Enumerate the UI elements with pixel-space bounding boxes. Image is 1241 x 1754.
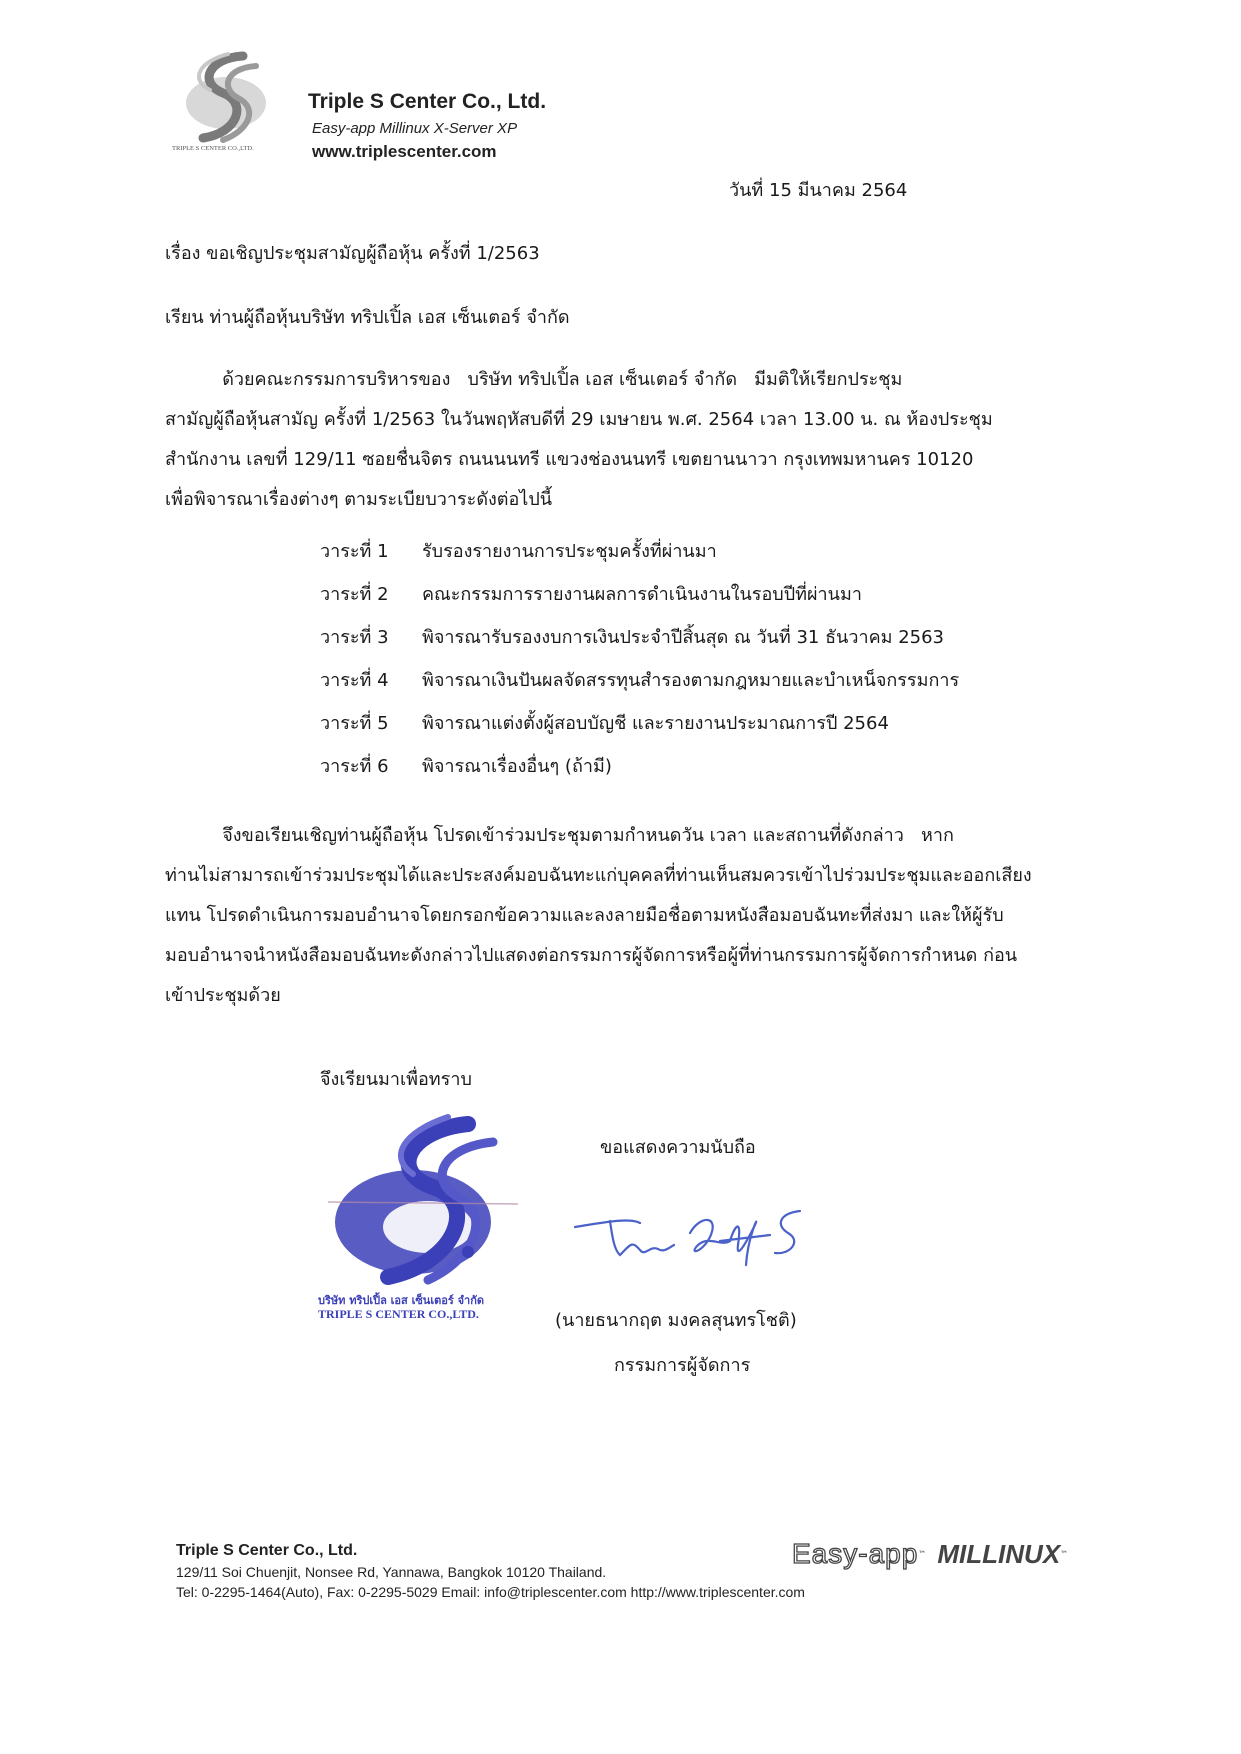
paragraph-line: ท่านไม่สามารถเข้าร่วมประชุมได้และประสงค์มอบฉันทะแก่บุคคลที่ท่านเห็นสมควรเข้าไปร่วมประชุมและออกเสียง xyxy=(165,865,1032,886)
agenda-item xyxy=(320,622,959,665)
paragraph-line: แทน โปรดดำเนินการมอบอำนาจโดยกรอกข้อความและลงลายมือชื่อตามหนังสือมอบฉันทะที่ส่งมา และให้ผู้รับ xyxy=(165,905,1004,926)
stamp-logo-icon xyxy=(318,1112,528,1322)
signer-position: กรรมการผู้จัดการ xyxy=(614,1355,751,1376)
agenda-list xyxy=(320,536,959,794)
paragraph-line: เข้าประชุมด้วย xyxy=(165,985,281,1006)
paragraph-line: มอบอำนาจนำหนังสือมอบฉันทะดังกล่าวไปแสดงต่อกรรมการผู้จัดการหรือผู้ที่ท่านกรรมการผู้จัดการกำหนด ก่อน xyxy=(165,945,1018,966)
agenda-text: พิจารณาแต่งตั้งผู้สอบบัญชี และรายงานประมาณการปี 2564 xyxy=(422,713,889,734)
agenda-item xyxy=(320,579,959,622)
agenda-item xyxy=(320,751,959,794)
letter-recipient: เรียน ท่านผู้ถือหุ้นบริษัท ทริปเปิ้ล เอส เซ็นเตอร์ จำกัด xyxy=(165,307,570,328)
handwritten-signature xyxy=(570,1205,810,1299)
agenda-number: วาระที่ 1 xyxy=(320,541,389,562)
svg-text:TRIPLE S CENTER CO.,LTD.: TRIPLE S CENTER CO.,LTD. xyxy=(318,1307,479,1321)
agenda-text: พิจารณารับรองงบการเงินประจำปีสิ้นสุด ณ วันที่ 31 ธันวาคม 2563 xyxy=(422,627,945,648)
paragraph-line: สำนักงาน เลขที่ 129/11 ซอยชื่นจิตร ถนนนนทรี แขวงช่องนนทรี เขตยานนาวา กรุงเทพมหานคร 10120 xyxy=(165,449,974,470)
agenda-number: วาระที่ 2 xyxy=(320,584,389,605)
trademark-mark: ™ xyxy=(918,1549,927,1559)
agenda-number: วาระที่ 4 xyxy=(320,670,389,691)
signer-name: (นายธนากฤต มงคลสุนทรโชติ) xyxy=(555,1310,797,1331)
agenda-item xyxy=(320,536,959,579)
agenda-text: คณะกรรมการรายงานผลการดำเนินงานในรอบปีที่ผ่านมา xyxy=(422,584,862,605)
agenda-text: พิจารณาเงินปันผลจัดสรรทุนสำรองตามกฎหมายและบำเหน็จกรรมการ xyxy=(422,670,960,691)
trademark-mark: ™ xyxy=(1060,1549,1069,1559)
intro-paragraph xyxy=(165,360,1090,520)
easyapp-wordmark: Easy-app xyxy=(792,1538,919,1569)
letter-subject: เรื่อง ขอเชิญประชุมสามัญผู้ถือหุ้น ครั้งที่ 1/2563 xyxy=(165,243,540,264)
letter-date: วันที่ 15 มีนาคม 2564 xyxy=(729,180,908,201)
millinux-wordmark: MILLINUX xyxy=(937,1539,1061,1569)
signature-icon xyxy=(570,1205,810,1295)
company-logo xyxy=(168,48,283,157)
svg-text:TRIPLE S CENTER CO.,LTD.: TRIPLE S CENTER CO.,LTD. xyxy=(172,145,254,152)
company-stamp xyxy=(318,1112,528,1326)
paragraph-line: ด้วยคณะกรรมการบริหารของ บริษัท ทริปเปิ้ล เอส เซ็นเตอร์ จำกัด มีมติให้เรียกประชุม xyxy=(165,369,903,390)
triple-s-logo-icon xyxy=(168,48,283,153)
footer-brand-logo xyxy=(792,1538,1068,1570)
svg-text:บริษัท ทริปเปิ้ล เอส เซ็นเตอร์: บริษัท ทริปเปิ้ล เอส เซ็นเตอร์ จำกัด xyxy=(318,1294,485,1307)
footer-contact: Tel: 0-2295-1464(Auto), Fax: 0-2295-5029 Email: info@triplescenter.com http://www.triplescenter.com xyxy=(176,1584,805,1600)
footer-address: 129/11 Soi Chuenjit, Nonsee Rd, Yannawa, Bangkok 10120 Thailand. xyxy=(176,1564,607,1580)
agenda-item xyxy=(320,708,959,751)
paragraph-line: สามัญผู้ถือหุ้นสามัญ ครั้งที่ 1/2563 ในวันพฤหัสบดีที่ 29 เมษายน พ.ศ. 2564 เวลา 13.00 น. ณ ห้องประชุม xyxy=(165,409,993,430)
footer-company-name: Triple S Center Co., Ltd. xyxy=(176,1542,358,1559)
invitation-paragraph xyxy=(165,816,1090,1016)
company-website: www.triplescenter.com xyxy=(312,142,497,161)
product-line: Easy-app Millinux X-Server XP xyxy=(312,120,518,137)
company-name: Triple S Center Co., Ltd. xyxy=(308,90,547,113)
agenda-number: วาระที่ 6 xyxy=(320,756,389,777)
agenda-number: วาระที่ 3 xyxy=(320,627,389,648)
agenda-item xyxy=(320,665,959,708)
paragraph-line: จึงขอเรียนเชิญท่านผู้ถือหุ้น โปรดเข้าร่วมประชุมตามกำหนดวัน เวลา และสถานที่ดังกล่าว หาก xyxy=(165,825,954,846)
closing-line: จึงเรียนมาเพื่อทราบ xyxy=(320,1069,472,1090)
regards-line: ขอแสดงความนับถือ xyxy=(600,1137,756,1158)
paragraph-line: เพื่อพิจารณาเรื่องต่างๆ ตามระเบียบวาระดังต่อไปนี้ xyxy=(165,489,553,510)
agenda-text: รับรองรายงานการประชุมครั้งที่ผ่านมา xyxy=(422,541,717,562)
agenda-number: วาระที่ 5 xyxy=(320,713,389,734)
agenda-text: พิจารณาเรื่องอื่นๆ (ถ้ามี) xyxy=(422,756,612,777)
